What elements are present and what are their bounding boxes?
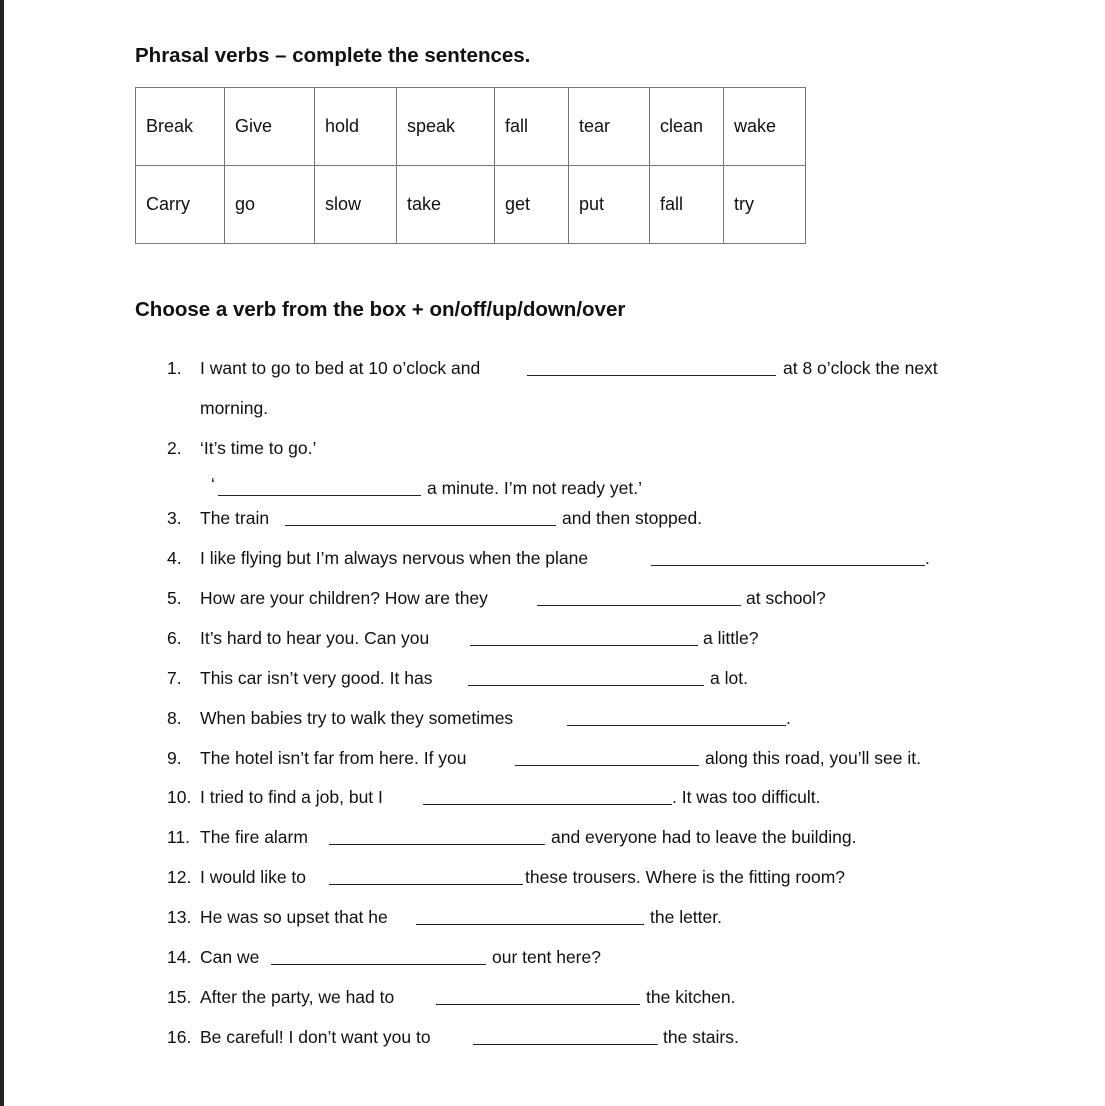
item-text-after: along this road, you’ll see it. [705,748,921,768]
exercise-item-continuation [0,397,1105,419]
page-title: Phrasal verbs – complete the sentences. [135,44,531,67]
item-text-after: the kitchen. [646,987,736,1007]
answer-blank[interactable] [271,946,486,965]
instruction-heading: Choose a verb from the box + on/off/up/down/over [135,298,626,321]
verb-row [136,166,806,244]
answer-blank[interactable] [329,866,523,885]
exercise-item [0,866,1105,888]
exercise-item [0,826,1105,848]
verb-cell: fall [495,88,569,166]
exercise-item [0,667,1105,689]
item-number: 5. [167,588,182,608]
item-text-after: the letter. [650,907,722,927]
opening-quote: ‘ [211,474,215,494]
item-number: 8. [167,708,182,728]
exercise-item [0,986,1105,1008]
verb-cell: Give [225,88,315,166]
verb-row [136,88,806,166]
verb-cell: put [569,166,650,244]
item-text: How are your children? How are they [200,588,488,608]
item-text: The hotel isn’t far from here. If you [200,748,467,768]
item-text-after: our tent here? [492,947,601,967]
answer-blank[interactable] [537,587,741,606]
verb-cell: Carry [136,166,225,244]
item-text: When babies try to walk they sometimes [200,708,514,728]
verb-cell: hold [315,88,397,166]
item-text-after: . [925,548,930,568]
item-text-after: . [786,708,791,728]
verb-cell: fall [650,166,724,244]
item-text: ‘It’s time to go.’ [200,438,317,458]
item-text: Can we [200,947,260,967]
item-text-after: these trousers. Where is the fitting room? [525,867,845,887]
verb-cell: tear [569,88,650,166]
verb-cell: clean [650,88,724,166]
verb-box [135,87,806,244]
item-text: He was so upset that he [200,907,388,927]
item-number: 7. [167,668,182,688]
item-number: 3. [167,508,182,528]
answer-blank[interactable] [470,627,698,646]
verb-cell: wake [724,88,806,166]
exercise-item [0,547,1105,569]
exercise-item [0,786,1105,808]
item-text-after: a lot. [710,668,748,688]
answer-blank[interactable] [218,477,421,496]
answer-blank[interactable] [416,906,644,925]
item-number: 10. [167,787,192,807]
item-text: This car isn’t very good. It has [200,668,433,688]
exercise-item [0,357,1105,379]
verb-cell: get [495,166,569,244]
item-number: 6. [167,628,182,648]
answer-blank[interactable] [423,786,672,805]
item-number: 13. [167,907,192,927]
verb-cell: speak [397,88,495,166]
item-number: 4. [167,548,182,568]
item-number: 15. [167,987,192,1007]
item-text: I want to go to bed at 10 o’clock and [200,358,481,378]
item-text: After the party, we had to [200,987,395,1007]
item-text: The train [200,508,270,528]
verb-cell: slow [315,166,397,244]
item-text-after: at 8 o’clock the next [783,358,938,378]
item-number: 11. [167,827,191,847]
exercise-item [0,507,1105,529]
verb-cell: Break [136,88,225,166]
exercise-item [0,1026,1105,1048]
item-text-after: . It was too difficult. [672,787,821,807]
item-text: I would like to [200,867,307,887]
item-text-after: a minute. I’m not ready yet.’ [427,478,642,498]
exercise-item [0,707,1105,729]
item-text-after: the stairs. [663,1027,739,1047]
item-text: I like flying but I’m always nervous when the plane [200,548,589,568]
verb-cell: try [724,166,806,244]
answer-blank[interactable] [527,357,776,376]
item-text: The fire alarm [200,827,308,847]
exercise-item [0,747,1105,769]
item-text: morning. [200,398,269,418]
answer-blank[interactable] [468,667,704,686]
answer-blank[interactable] [515,747,699,766]
item-text: It’s hard to hear you. Can you [200,628,430,648]
exercise-item [0,946,1105,968]
item-text-after: and then stopped. [562,508,703,528]
item-number: 14. [167,947,192,967]
item-text: I tried to find a job, but I [200,787,383,807]
item-number: 1. [167,358,182,378]
item-text-after: at school? [746,588,826,608]
exercise-item-continuation [0,474,1105,499]
exercise-item [0,587,1105,609]
answer-blank[interactable] [329,826,545,845]
answer-blank[interactable] [285,507,556,526]
exercise-item [0,906,1105,928]
answer-blank[interactable] [567,707,786,726]
item-text-after: and everyone had to leave the building. [551,827,857,847]
item-number: 12. [167,867,192,887]
item-number: 16. [167,1027,192,1047]
exercise-item [0,627,1105,649]
answer-blank[interactable] [436,986,640,1005]
verb-cell: take [397,166,495,244]
item-number: 2. [167,438,182,458]
answer-blank[interactable] [651,547,925,566]
item-text: Be careful! I don’t want you to [200,1027,431,1047]
verb-cell: go [225,166,315,244]
item-number: 9. [167,748,182,768]
exercise-item [0,437,1105,459]
answer-blank[interactable] [473,1026,658,1045]
item-text-after: a little? [703,628,759,648]
